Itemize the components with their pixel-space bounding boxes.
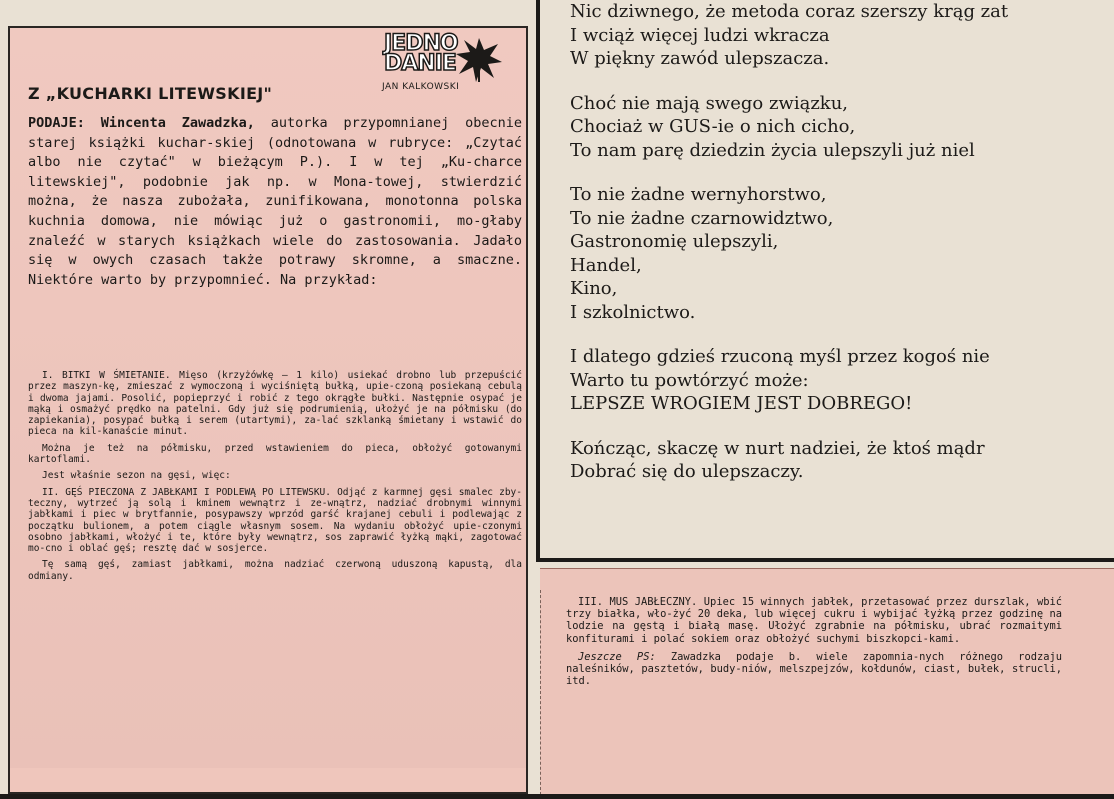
poem-line: LEPSZE WROGIEM JEST DOBREGO! xyxy=(570,393,913,414)
poem-line: Kino, xyxy=(570,278,618,299)
postscript-text: Zawadzka podaje b. wiele zapomnia-nych różnego rodzaju naleśników, pasztetów, budy-niów, melszpejzów, kołdunów, ciast, bułek, strucli, itd. xyxy=(566,650,1062,688)
season-note: Jest właśnie sezon na gęsi, więc: xyxy=(42,470,231,482)
poem-line: I wciąż więcej ludzi wkracza xyxy=(570,24,830,46)
leaf-icon xyxy=(454,36,504,84)
poem-stanza xyxy=(570,437,1114,484)
postscript xyxy=(566,651,1062,688)
article-title: Z „KUCHARKI LITEWSKIEJ" xyxy=(28,84,273,103)
article-intro xyxy=(28,114,522,290)
poem-line: I szkolnictwo. xyxy=(570,301,696,323)
intro-body: autorka przypomnianej obecnie starej książki kuchar-skiej (odnotowana w rubryce: „Czytać albo nie czytać" w bieżącym P.). I w tej „Ku-charce litewskiej", podobnie jak np. w Mona-towej, stwierdzić można, że nasza zubożała, zunifikowana, monotonna polska kuchnia domowa, nie mówiąc już o gastronomii, mo-głaby znaleźć w starych książkach wiele do zastosowania. Jadało się w owych czasach także potrawy skromne, a smaczne. Niektóre warto by przypomnieć. Na przykład: xyxy=(28,115,522,288)
poem-line: Nic dziwnego, że metoda coraz szerszy krąg zat xyxy=(570,1,1009,22)
recipes-left xyxy=(28,370,522,587)
poem-line: Handel, xyxy=(570,254,642,276)
poem-line: Warto tu powtórzyć może: xyxy=(570,369,809,391)
column-logo xyxy=(382,31,514,98)
poem-stanza xyxy=(570,0,1114,71)
logo-line-1: JEDNO xyxy=(384,31,458,56)
poem-stanza xyxy=(570,183,1114,324)
poem-line: W piękny zawód ulepszacza. xyxy=(570,48,830,69)
poem-line: I dlatego gdzieś rzuconą myśl przez kogoś nie xyxy=(570,346,990,367)
recipe-2: II. GĘŚ PIECZONA Z JABŁKAMI I PODLEWĄ PO LITEWSKU. Odjąć z karmnej gęsi smalec zby-teczny, wytrzeć ją solą i kminem wewnątrz i ze-wnątrz, nadziać drobnymi winnymi jabłkami i piec w brytfannie, posypawszy wprzód garść krajanej cebuli i podlewając z początku bulionem, a potem ciągle własnym sosem. Na wydaniu obłożyć upie-czonymi osobno jabłkami, włożyć i te, które były wewnątrz, sos zaprawić łyżką mąki, zagotować mo-cno i oblać gęś; resztę dać w sosjerce. xyxy=(28,486,522,555)
recipe-1-note: Można je też na półmisku, przed wstawieniem do pieca, obłożyć gotowanymi kartoflami. xyxy=(28,442,522,466)
recipes-right xyxy=(566,596,1062,693)
poem-line: Chociaż w GUS-ie o nich cicho, xyxy=(570,116,856,137)
postscript-label: Jeszcze PS: xyxy=(578,650,656,663)
poem-line: To nie żadne wernyhorstwo, xyxy=(570,184,827,205)
poem-line: To nam parę dziedzin życia ulepszyli już niel xyxy=(570,139,975,161)
poem-line: Dobrać się do ulepszaczy. xyxy=(570,461,804,482)
logo-line-2: DANIE xyxy=(384,51,456,76)
column-divider xyxy=(540,590,541,795)
recipe-3: III. MUS JABŁECZNY. Upiec 15 winnych jabłek, przetasować przez durszlak, wbić trzy białka, wło-żyć 20 deka, lub więcej cukru i wybijać łyżką przez godzinę na lodzie na gęstą i białą masę. Ułożyć zgrabnie na półmisku, ubrać rozmaitymi konfiturami i polać sokiem oraz obłożyć suchymi biszkopci-kami. xyxy=(566,596,1062,645)
recipe-1: I. BITKI W ŚMIETANIE. Mięso (krzyżówkę — 1 kilo) usiekać drobno lub przepuścić przez maszyn-kę, zmieszać z wymoczoną i wyciśniętą bułką, upie-czoną posiekaną cebulą i dwoma jajami. Posolić, popieprzyć i robić z tego okrągłe bułki. Następnie osypać je mąką i osmażyć prędko na patelni. Gdy już się podrumienią, ułożyć je na półmisku (do zapiekania), posypać bułką i serem (utartymi), za-lać szklanką śmietany i wstawić do pieca na kil-kanaście minut. xyxy=(28,370,522,438)
logo-author: JAN KALKOWSKI xyxy=(382,82,460,92)
intro-author-name: Wincenta Zawadzka, xyxy=(100,115,255,131)
bottom-rule xyxy=(0,794,1114,799)
poem-line: To nie żadne czarnowidztwo, xyxy=(570,207,834,229)
poem-line: Choć nie mają swego związku, xyxy=(570,92,849,114)
poem-line: Kończąc, skaczę w nurt nadziei, że ktoś mądr xyxy=(570,437,985,459)
poem-stanza xyxy=(570,345,1114,416)
poem-stanza xyxy=(570,92,1114,163)
intro-lead: PODAJE: xyxy=(28,115,101,131)
recipe-2-note: Tę samą gęś, zamiast jabłkami, można nadziać czerwoną uduszoną kapustą, dla odmiany. xyxy=(28,559,522,582)
poem-line: Gastronomię ulepszyli, xyxy=(570,231,779,252)
poem xyxy=(570,0,1114,505)
